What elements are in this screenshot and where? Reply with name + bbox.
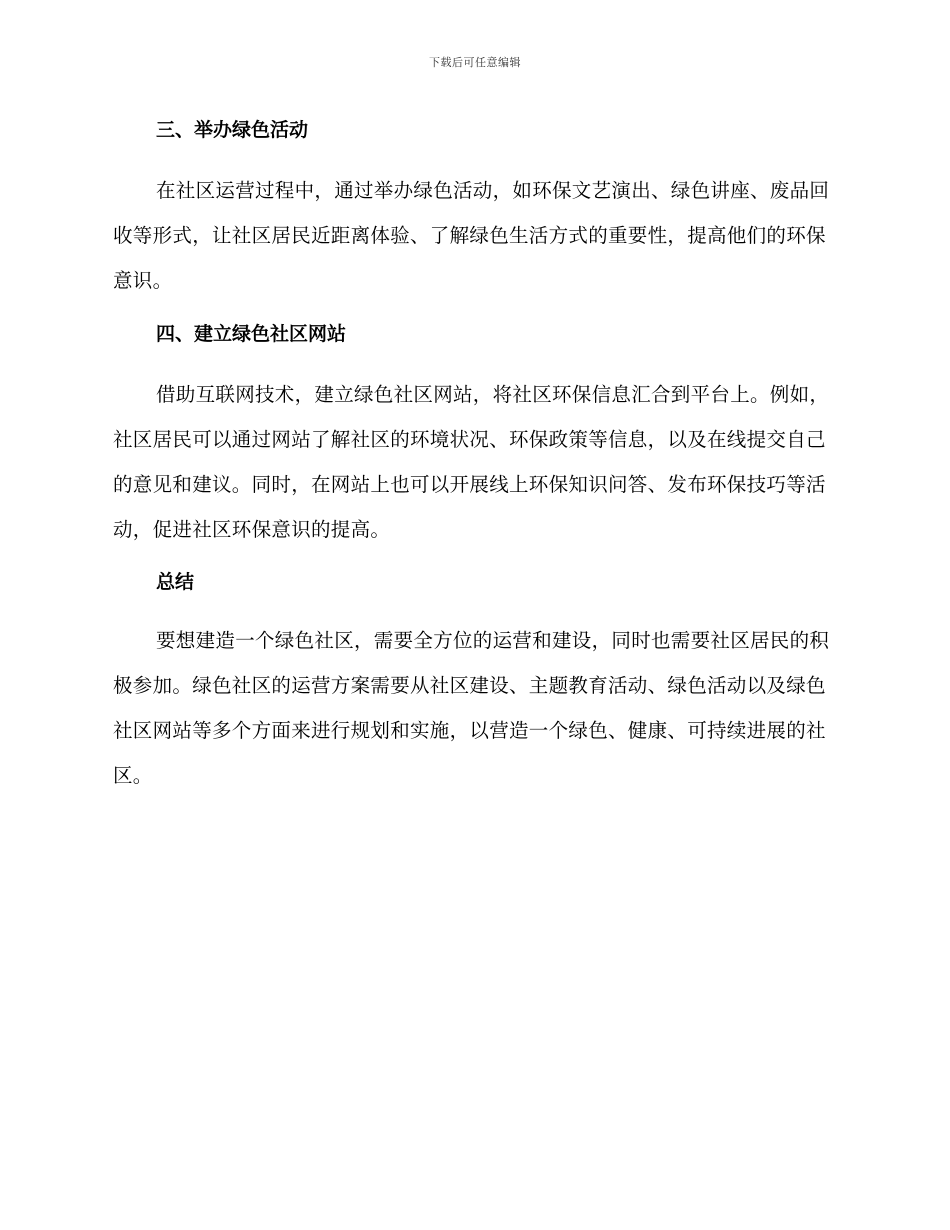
section-heading-summary: 总结 (156, 571, 195, 593)
document-body (113, 112, 833, 798)
section-paragraph-summary: 要想建造一个绿色社区，需要全方位的运营和建设，同时也需要社区居民的积极参加。绿色社区的运营方案需要从社区建设、主题教育活动、绿色活动以及绿色社区网站等多个方面来进行规划和实施，以营造一个绿色、健康、可持续进展的社区。 (113, 629, 830, 787)
section-heading-website: 四、建立绿色社区网站 (156, 323, 347, 345)
section-paragraph-activities: 在社区运营过程中，通过举办绿色活动，如环保文艺演出、绿色讲座、废品回收等形式，让社区居民近距离体验、了解绿色生活方式的重要性，提高他们的环保意识。 (113, 179, 830, 292)
section-heading-activities: 三、举办绿色活动 (156, 119, 309, 141)
section-paragraph-website: 借助互联网技术，建立绿色社区网站，将社区环保信息汇合到平台上。例如，社区居民可以通过网站了解社区的环境状况、环保政策等信息，以及在线提交自己的意见和建议。同时，在网站上也可以开展线上环保知识问答、发布环保技巧等活动，促进社区环保意识的提高。 (113, 383, 830, 541)
header-note: 下载后可任意编辑 (429, 56, 521, 69)
